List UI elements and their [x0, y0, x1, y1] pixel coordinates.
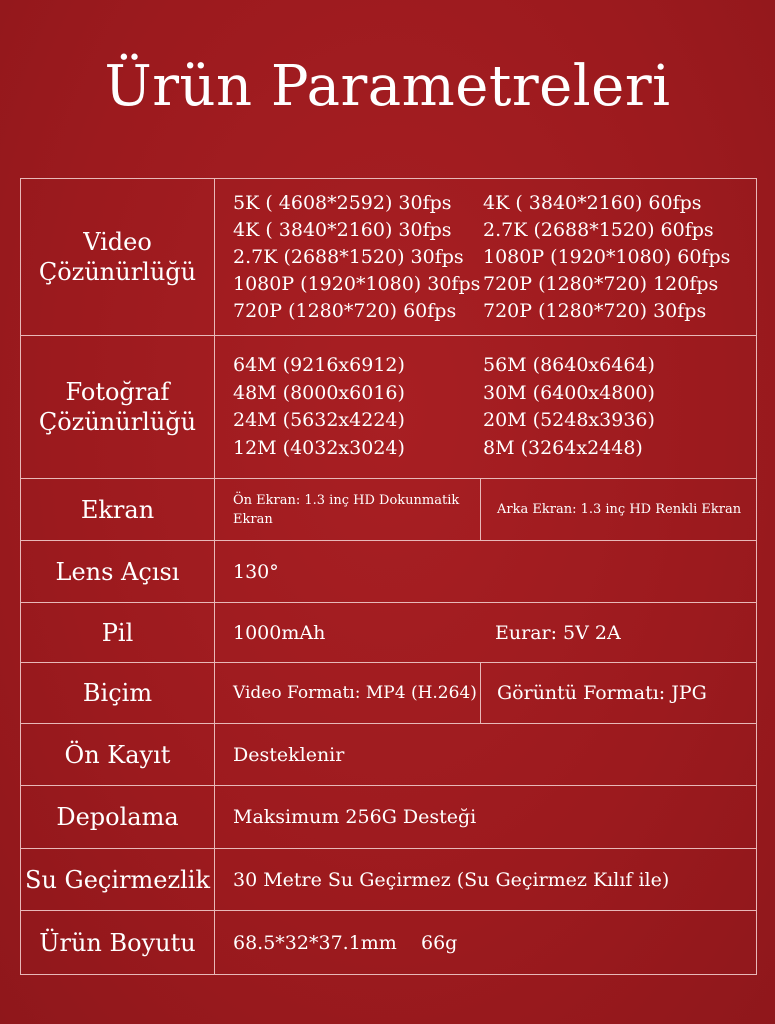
page-title: Ürün Parametreleri [104, 54, 671, 119]
value-waterproof: 30 Metre Su Geçirmez (Su Geçirmez Kılıf ile) [215, 849, 757, 910]
resolution-entry: 48M (8000x6016) [233, 381, 405, 404]
spec-table [20, 178, 757, 975]
photo-resolution-list [233, 352, 756, 462]
resolution-entry: 64M (9216x6912) [233, 354, 405, 376]
value-battery [215, 603, 757, 662]
label-waterproof: Su Geçirmezlik [21, 849, 215, 910]
resolution-entry: 4K ( 3840*2160) 60fps [483, 191, 702, 214]
row-photo-resolution [21, 336, 757, 479]
resolution-entry: 2.7K (2688*1520) 30fps [233, 245, 464, 268]
row-format [21, 663, 757, 724]
resolution-entry: 4K ( 3840*2160) 30fps [233, 218, 452, 241]
label-product-size: Ürün Boyutu [21, 911, 215, 974]
label-photo-resolution: Fotoğraf Çözünürlüğü [21, 336, 215, 478]
row-screen [21, 479, 757, 541]
value-format [215, 663, 757, 723]
video-resolution-list [233, 190, 756, 325]
resolution-entry: 2.7K (2688*1520) 60fps [483, 218, 714, 241]
value-prerecord: Desteklenir [215, 724, 757, 785]
value-photo-resolution [215, 336, 757, 478]
value-video-resolution [215, 179, 757, 335]
front-screen: Ön Ekran: 1.3 inç HD Dokunmatik Ekran [215, 479, 481, 540]
value-storage: Maksimum 256G Desteği [215, 786, 757, 848]
row-lens-angle [21, 541, 757, 603]
label-video-resolution: Video Çözünürlüğü [21, 179, 215, 335]
battery-charger: Eurar: 5V 2A [495, 621, 621, 644]
row-product-size [21, 911, 757, 975]
resolution-entry: 1080P (1920*1080) 60fps [483, 245, 731, 268]
row-battery [21, 603, 757, 663]
resolution-entry: 56M (8640x6464) [483, 354, 655, 376]
resolution-entry: 20M (5248x3936) [483, 409, 655, 431]
rear-screen: Arka Ekran: 1.3 inç HD Renkli Ekran [497, 502, 742, 517]
row-waterproof [21, 849, 757, 911]
row-storage [21, 786, 757, 849]
resolution-entry: 720P (1280*720) 120fps [483, 272, 719, 295]
label-screen: Ekran [21, 479, 215, 540]
resolution-entry: 5K ( 4608*2592) 30fps [233, 191, 452, 214]
value-lens-angle: 130° [215, 541, 757, 602]
video-format: Video Formatı: MP4 (H.264) [215, 663, 481, 723]
resolution-entry: 720P (1280*720) 30fps [483, 299, 707, 322]
label-format: Biçim [21, 663, 215, 723]
battery-capacity: 1000mAh [233, 621, 326, 644]
label-prerecord: Ön Kayıt [21, 724, 215, 785]
label-storage: Depolama [21, 786, 215, 848]
value-screen [215, 479, 757, 540]
row-prerecord [21, 724, 757, 786]
image-format: Görüntü Formatı: JPG [497, 682, 707, 704]
row-video-resolution [21, 179, 757, 336]
label-battery: Pil [21, 603, 215, 662]
resolution-entry: 720P (1280*720) 60fps [233, 299, 457, 322]
resolution-entry: 24M (5632x4224) [233, 409, 405, 431]
value-product-size: 68.5*32*37.1mm 66g [215, 911, 757, 974]
resolution-entry: 8M (3264x2448) [483, 436, 643, 459]
resolution-entry: 1080P (1920*1080) 30fps [233, 272, 481, 295]
label-lens-angle: Lens Açısı [21, 541, 215, 602]
resolution-entry: 30M (6400x4800) [483, 381, 655, 404]
resolution-entry: 12M (4032x3024) [233, 436, 405, 459]
